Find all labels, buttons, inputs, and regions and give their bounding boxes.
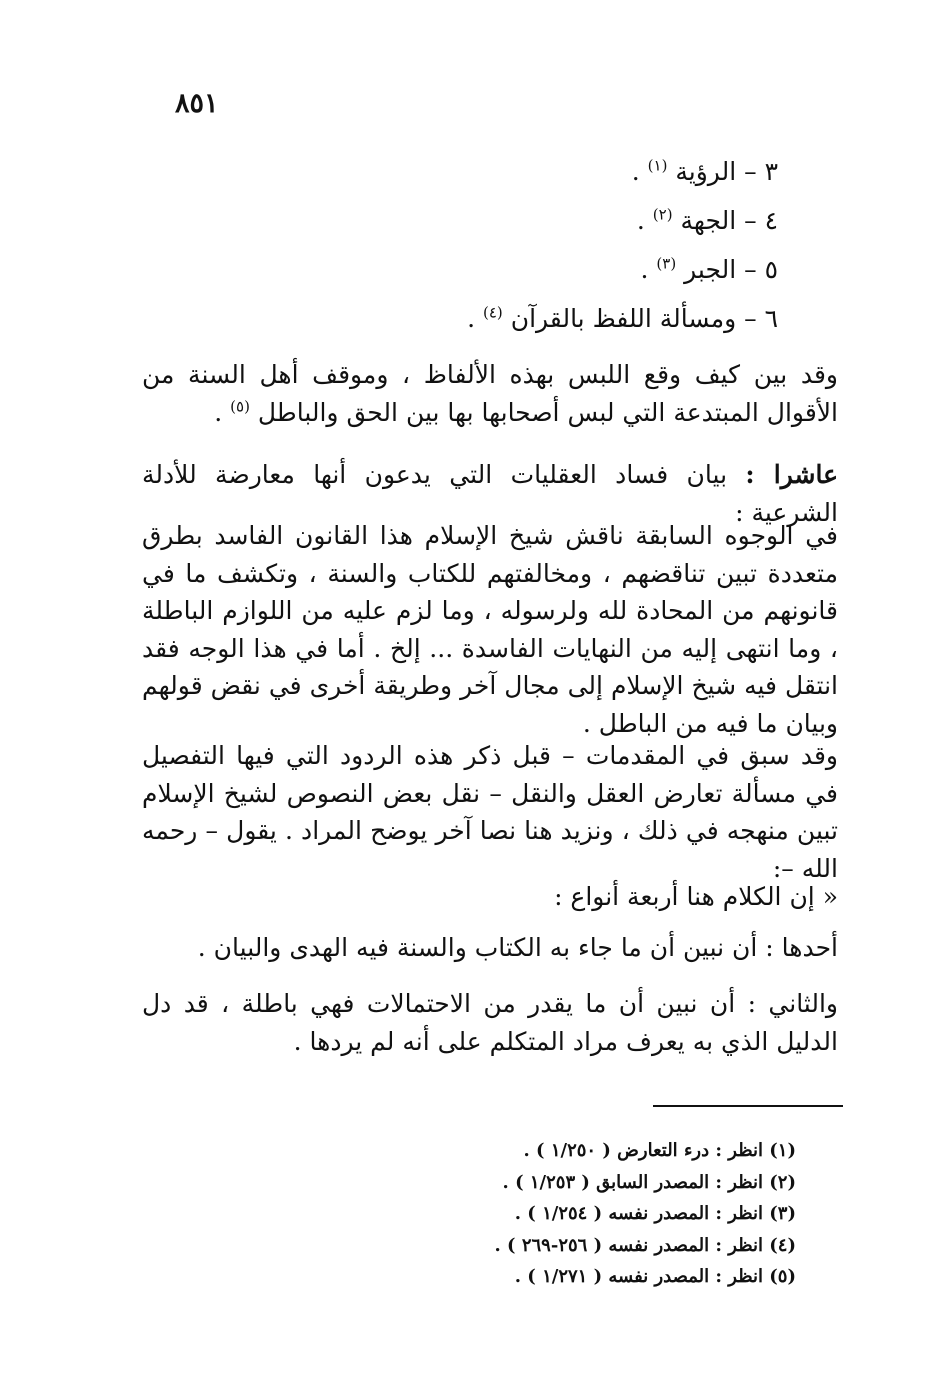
list-item-text: ٤ – الجهة	[680, 206, 778, 235]
list-item-tail: .	[467, 304, 476, 333]
footnote: (٢) انظر : المصدر السابق ( ١/٢٥٣ ) .	[502, 1171, 796, 1193]
footnote-ref: (٣)	[656, 254, 677, 273]
page-number: ٨٥١	[175, 88, 219, 119]
list-item-text: ٣ – الرؤية	[675, 157, 778, 186]
heading-text: بيان فساد العقليات التي يدعون أنها معارضة للأدلة الشرعية :	[142, 460, 838, 527]
footnotes	[296, 1137, 796, 1295]
list-item	[318, 152, 778, 201]
heading-lead: عاشرا :	[745, 460, 838, 489]
topics-list	[318, 152, 778, 348]
list-item-text: ٥ – الجبر	[684, 255, 778, 284]
paragraph-tail: .	[214, 397, 223, 427]
paragraph-text: وقد بين كيف وقع اللبس بهذه الألفاظ ، وموقف أهل السنة من الأقوال المبتدعة التي لبس أصحابها بها بين الحق والباطل	[142, 360, 838, 427]
list-item	[318, 250, 778, 299]
footnote: (٤) انظر : المصدر نفسه ( ٢٥٦-٢٦٩ ) .	[494, 1234, 796, 1256]
paragraph-previous-aspects: في الوجوه السابقة ناقش شيخ الإسلام هذا القانون الفاسد بطرق متعددة تبين تناقضهم ، ومخالفتهم للكتاب والسنة ، وتكشف ما في قانونهم من المحادة لله ولرسوله ، وما لزم عليه من اللوازم الباطلة ، وما انتهى إليه من النهايات الفاسدة ... إلخ . أما في هذا الوجه فقد انتقل فيه شيخ الإسلام إلى مجال آخر وطريقة أخرى في نقض قولهم وبيان ما فيه من الباطل .	[142, 521, 838, 738]
footnote-ref: (٢)	[652, 205, 673, 224]
list-item	[318, 201, 778, 250]
list-item-tail: .	[640, 255, 649, 284]
footnote: (١) انظر : درء التعارض ( ١/٢٥٠ ) .	[523, 1140, 796, 1161]
paragraph-confusion	[142, 356, 838, 431]
list-item-tail: .	[631, 157, 640, 186]
list-item-tail: .	[636, 206, 645, 235]
quote-paragraph-second: والثاني : أن نبين أن ما يقدر من الاحتمالات فهي باطلة ، قد دل الدليل الذي به يعرف مراد المتكلم على أنه لم يردها .	[142, 989, 838, 1056]
paragraph-introductions: وقد سبق في المقدمات – قبل ذكر هذه الردود التي فيها التفصيل في مسألة تعارض العقل والنقل – نقل بعض النصوص لشيخ الإسلام تبين منهجه في ذلك ، ونزيد هنا نصا آخر يوضح المراد . يقول – رحمه الله –:	[142, 741, 838, 883]
footnote-ref: (٥)	[230, 397, 250, 416]
footnote-ref: (٤)	[482, 303, 503, 322]
quote-line-intro: « إن الكلام هنا أربعة أنواع :	[554, 882, 838, 911]
footnote: (٥) انظر : المصدر نفسه ( ١/٢٧١ ) .	[514, 1266, 796, 1287]
footnote-ref: (١)	[647, 156, 668, 175]
footnote-divider	[653, 1105, 843, 1107]
quote-line-first: أحدها : أن نبين أن ما جاء به الكتاب والسنة فيه الهدى والبيان .	[197, 933, 838, 962]
list-item-text: ٦ – ومسألة اللفظ بالقرآن	[510, 304, 778, 333]
list-item	[318, 299, 778, 348]
footnote: (٣) انظر : المصدر نفسه ( ١/٢٥٤ ) .	[514, 1203, 796, 1224]
